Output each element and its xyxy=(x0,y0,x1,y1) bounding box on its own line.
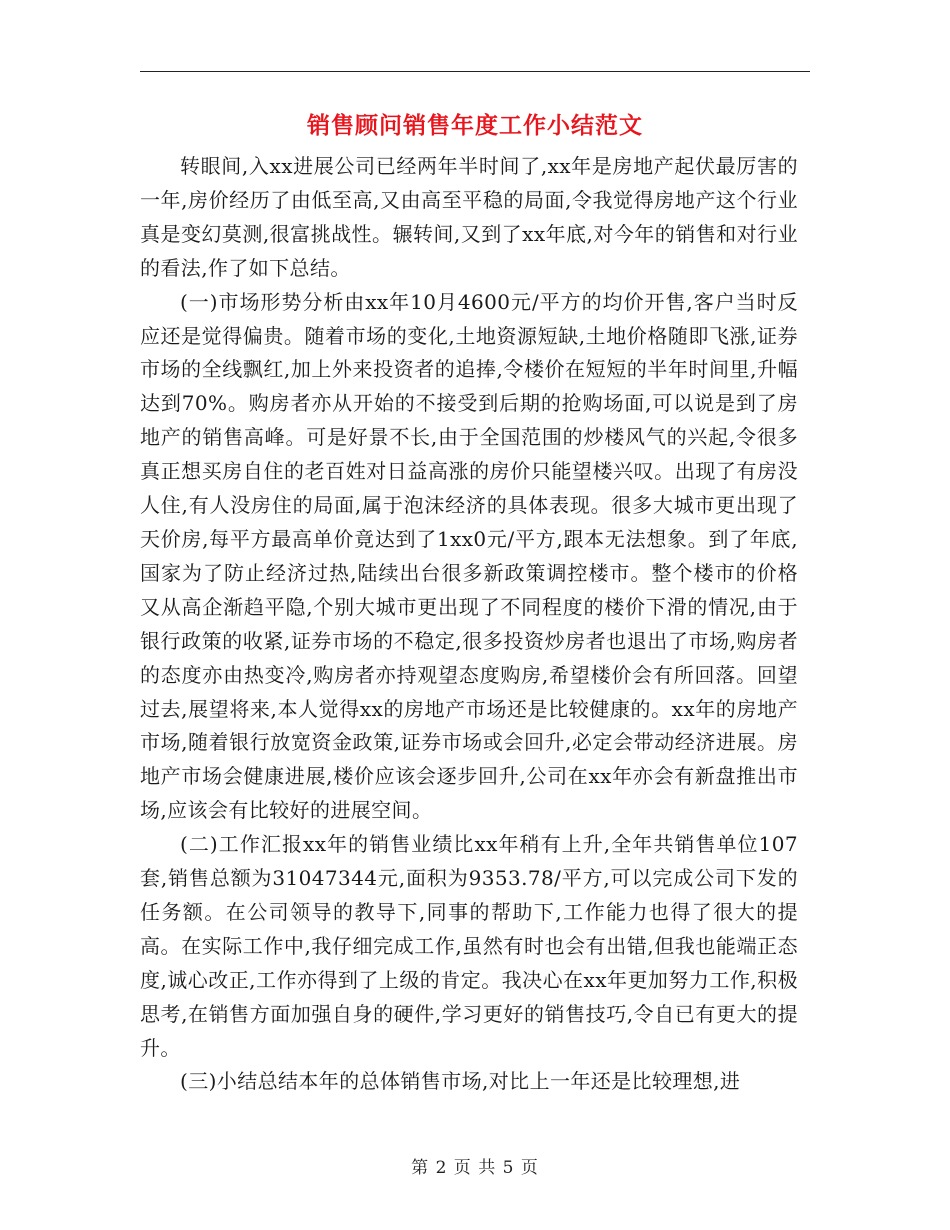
document-title: 销售顾问销售年度工作小结范文 xyxy=(307,112,643,139)
paragraph-intro: 转眼间,入xx进展公司已经两年半时间了,xx年是房地产起伏最厉害的一年,房价经历了由低至高,又由高至平稳的局面,令我觉得房地产这个行业真是变幻莫测,很富挑战性。辗转间,又到了xx年底,对今年的销售和对行业的看法,作了如下总结。 xyxy=(140,154,798,280)
paragraph-work-report: (二)工作汇报xx年的销售业绩比xx年稍有上升,全年共销售单位107套,销售总额为31047344元,面积为9353.78/平方,可以完成公司下发的任务额。在公司领导的教导下,同事的帮助下,工作能力也得了很大的提高。在实际工作中,我仔细完成工作,虽然有时也会有出错,但我也能端正态度,诚心改正,工作亦得到了上级的肯定。我决心在xx年更加努力工作,积极思考,在销售方面加强自身的硬件,学习更好的销售技巧,令自已有更大的提升。 xyxy=(140,832,798,1060)
page-number: 第 2 页 共 5 页 xyxy=(411,1158,539,1178)
header-rule xyxy=(140,71,810,72)
paragraph-summary: (三)小结总结本年的总体销售市场,对比上一年还是比较理想,进 xyxy=(180,1069,741,1094)
document-body xyxy=(140,150,798,1099)
paragraph-market-analysis: (一)市场形势分析由xx年10月4600元/平方的均价开售,客户当时反应还是觉得偏贵。随着市场的变化,土地资源短缺,土地价格随即飞涨,证券市场的全线飘红,加上外来投资者的追捧,令楼价在短短的半年时间里,升幅达到70%。购房者亦从开始的不接受到后期的抢购场面,可以说是到了房地产的销售高峰。可是好景不长,由于全国范围的炒楼风气的兴起,令很多真正想买房自住的老百姓对日益高涨的房价只能望楼兴叹。出现了有房没人住,有人没房住的局面,属于泡沫经济的具体表现。很多大城市更出现了天价房,每平方最高单价竟达到了1xx0元/平方,跟本无法想象。到了年底,国家为了防止经济过热,陆续出台很多新政策调控楼市。整个楼市的价格又从高企渐趋平隐,个别大城市更出现了不同程度的楼价下滑的情况,由于银行政策的收紧,证券市场的不稳定,很多投资炒房者也退出了市场,购房者的态度亦由热变冷,购房者亦持观望态度购房,希望楼价会有所回落。回望过去,展望将来,本人觉得xx的房地产市场还是比较健康的。xx年的房地产市场,随着银行放宽资金政策,证券市场或会回升,必定会带动经济进展。房地产市场会健康进展,楼价应该会逐步回升,公司在xx年亦会有新盘推出市场,应该会有比较好的进展空间。 xyxy=(140,289,798,823)
